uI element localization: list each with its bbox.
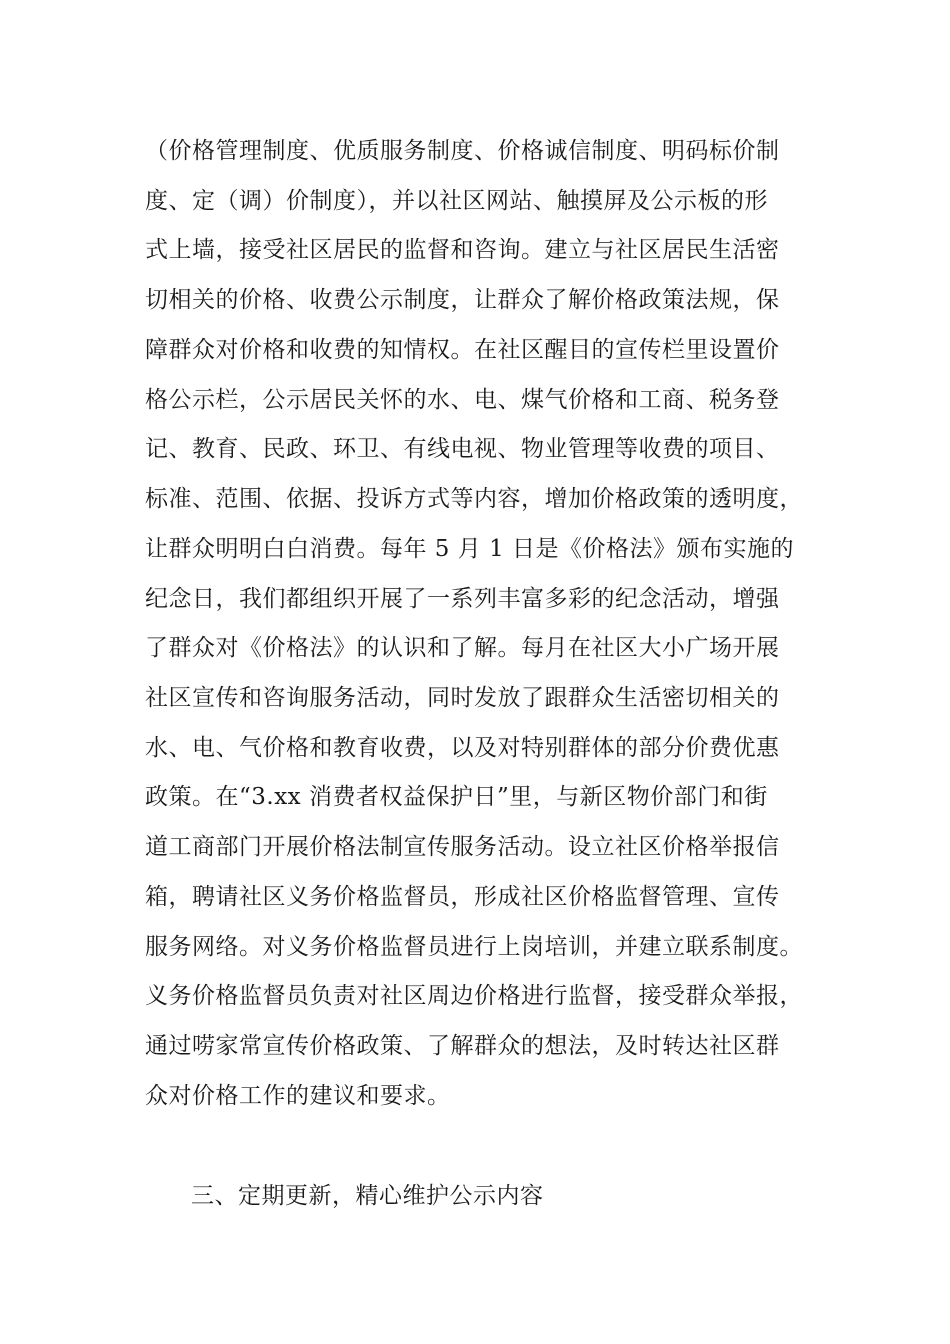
paragraph-line: 箱，聘请社区义务价格监督员，形成社区价格监督管理、宣传 bbox=[145, 884, 780, 910]
paragraph-line: 式上墙，接受社区居民的监督和咨询。建立与社区居民生活密 bbox=[145, 237, 780, 263]
paragraph-line: 服务网络。对义务价格监督员进行上岗培训，并建立联系制度。 bbox=[145, 934, 803, 960]
paragraph-line: 政策。在“3.xx 消费者权益保护日”里，与新区物价部门和街 bbox=[145, 784, 768, 810]
paragraph-line: 纪念日，我们都组织开展了一系列丰富多彩的纪念活动，增强 bbox=[145, 586, 780, 612]
paragraph-line: 通过唠家常宣传价格政策、了解群众的想法，及时转达社区群 bbox=[145, 1033, 780, 1059]
paragraph-line: 度、定（调）价制度），并以社区网站、触摸屏及公示板的形 bbox=[145, 188, 768, 214]
paragraph-line: 水、电、气价格和教育收费，以及对特别群体的部分价费优惠 bbox=[145, 735, 780, 761]
paragraph-line: 标准、范围、依据、投诉方式等内容，增加价格政策的透明度， bbox=[145, 486, 803, 512]
paragraph-line: 众对价格工作的建议和要求。 bbox=[145, 1083, 451, 1109]
paragraph-line: 了群众对《价格法》的认识和了解。每月在社区大小广场开展 bbox=[145, 635, 780, 661]
paragraph-line: 社区宣传和咨询服务活动，同时发放了跟群众生活密切相关的 bbox=[145, 685, 780, 711]
paragraph-line: 格公示栏，公示居民关怀的水、电、煤气价格和工商、税务登 bbox=[145, 387, 780, 413]
paragraph-line: 障群众对价格和收费的知情权。在社区醒目的宣传栏里设置价 bbox=[145, 337, 780, 363]
paragraph-line: 义务价格监督员负责对社区周边价格进行监督，接受群众举报， bbox=[145, 983, 803, 1009]
paragraph-line: 道工商部门开展价格法制宣传服务活动。设立社区价格举报信 bbox=[145, 834, 780, 860]
paragraph-line: 切相关的价格、收费公示制度，让群众了解价格政策法规，保 bbox=[145, 287, 780, 313]
paragraph-line: （价格管理制度、优质服务制度、价格诚信制度、明码标价制 bbox=[145, 138, 780, 164]
paragraph-line: 记、教育、民政、环卫、有线电视、物业管理等收费的项目、 bbox=[145, 436, 780, 462]
paragraph-line: 让群众明明白白消费。每年 5 月 1 日是《价格法》颁布实施的 bbox=[145, 536, 795, 562]
section-heading: 三、定期更新，精心维护公示内容 bbox=[191, 1183, 544, 1209]
